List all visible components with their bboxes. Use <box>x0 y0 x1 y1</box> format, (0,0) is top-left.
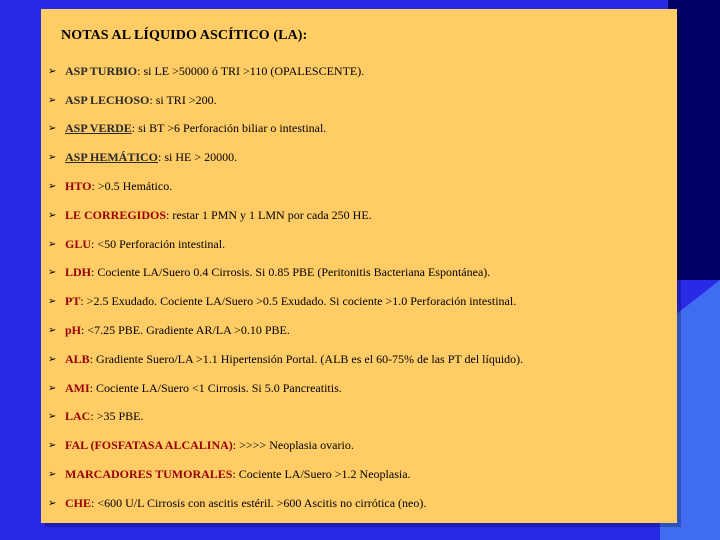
item-desc: : >2.5 Exudado. Cociente LA/Suero >0.5 Exudado. Si cociente >1.0 Perforación intestinal. <box>80 294 517 309</box>
item-term: MARCADORES TUMORALES <box>65 467 233 482</box>
arrow-bullet-icon: ➢ <box>48 123 57 135</box>
item-term: CHE <box>65 495 92 510</box>
item-desc: : <50 Perforación intestinal. <box>91 236 226 251</box>
list-item <box>41 460 677 489</box>
item-term: pH <box>65 323 82 338</box>
list-item <box>41 345 677 374</box>
item-desc: : si BT >6 Perforación biliar o intestinal. <box>131 121 327 136</box>
arrow-bullet-icon: ➢ <box>48 469 57 481</box>
arrow-bullet-icon: ➢ <box>48 440 57 452</box>
list-item <box>41 403 677 432</box>
item-desc: : >0.5 Hemático. <box>91 179 173 194</box>
list-item <box>41 86 677 115</box>
item-desc: : Gradiente Suero/LA >1.1 Hipertensión Portal. (ALB es el 60-75% de las PT del líquido). <box>89 351 524 366</box>
arrow-bullet-icon: ➢ <box>48 209 57 221</box>
item-term: LE CORREGIDOS <box>65 207 167 222</box>
list-item <box>41 374 677 403</box>
arrow-bullet-icon: ➢ <box>48 497 57 509</box>
list-item <box>41 230 677 259</box>
item-term: ASP TURBIO <box>65 63 138 78</box>
list-item <box>41 57 677 86</box>
arrow-bullet-icon: ➢ <box>48 296 57 308</box>
item-desc: : si HE > 20000. <box>158 150 238 165</box>
item-term: ASP VERDE <box>65 121 132 136</box>
list-item <box>41 172 677 201</box>
item-desc: : si LE >50000 ó TRI >110 (OPALESCENTE). <box>137 63 365 78</box>
item-desc: : restar 1 PMN y 1 LMN por cada 250 HE. <box>166 207 372 222</box>
arrow-bullet-icon: ➢ <box>48 325 57 337</box>
arrow-bullet-icon: ➢ <box>48 181 57 193</box>
item-desc: : <600 U/L Cirrosis con ascitis estéril. >600 Ascitis no cirrótica (neo). <box>91 495 427 510</box>
item-term: ASP HEMÁTICO <box>65 150 159 165</box>
item-term: LDH <box>65 265 92 280</box>
arrow-bullet-icon: ➢ <box>48 411 57 423</box>
item-term: ASP LECHOSO <box>65 92 150 107</box>
item-term: GLU <box>65 236 92 251</box>
arrow-bullet-icon: ➢ <box>48 152 57 164</box>
arrow-bullet-icon: ➢ <box>48 382 57 394</box>
arrow-bullet-icon: ➢ <box>48 238 57 250</box>
content-panel <box>41 9 677 523</box>
item-term: LAC <box>65 409 91 424</box>
list-item <box>41 489 677 518</box>
arrow-bullet-icon: ➢ <box>48 267 57 279</box>
arrow-bullet-icon: ➢ <box>48 94 57 106</box>
list-item <box>41 201 677 230</box>
item-term: FAL (FOSFATASA ALCALINA) <box>65 438 233 453</box>
item-term: HTO <box>65 179 92 194</box>
item-desc: : Cociente LA/Suero 0.4 Cirrosis. Si 0.85 PBE (Peritonitis Bacteriana Espontánea). <box>91 265 491 280</box>
item-desc: : Cociente LA/Suero <1 Cirrosis. Si 5.0 Pancreatitis. <box>89 380 342 395</box>
item-desc: : >>>> Neoplasia ovario. <box>232 438 354 453</box>
list-item <box>41 143 677 172</box>
item-desc: : >35 PBE. <box>90 409 144 424</box>
notes-list <box>41 57 677 518</box>
item-term: PT <box>65 294 81 309</box>
arrow-bullet-icon: ➢ <box>48 353 57 365</box>
list-item <box>41 287 677 316</box>
arrow-bullet-icon: ➢ <box>48 65 57 77</box>
item-desc: : si TRI >200. <box>149 92 217 107</box>
list-item <box>41 259 677 288</box>
item-desc: : <7.25 PBE. Gradiente AR/LA >0.10 PBE. <box>81 323 290 338</box>
list-item <box>41 431 677 460</box>
list-item <box>41 316 677 345</box>
item-term: ALB <box>65 351 90 366</box>
item-term: AMI <box>65 380 90 395</box>
list-item <box>41 115 677 144</box>
item-desc: : Cociente LA/Suero >1.2 Neoplasia. <box>232 467 411 482</box>
slide-title: NOTAS AL LÍQUIDO ASCÍTICO (LA): <box>61 28 308 43</box>
